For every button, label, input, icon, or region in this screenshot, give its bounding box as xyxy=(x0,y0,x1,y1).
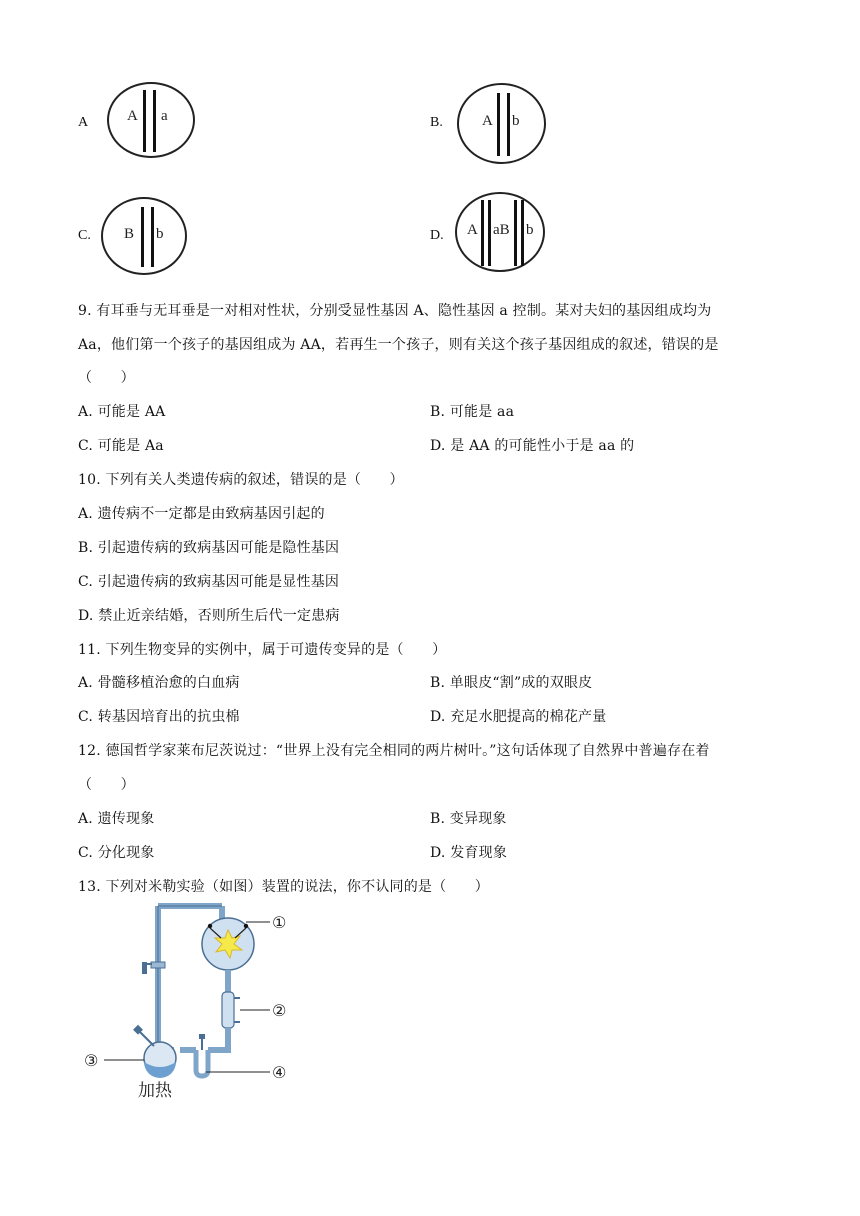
figure-option-d-label: D. xyxy=(430,228,444,243)
gene-label: aB xyxy=(493,222,510,238)
q9-option-b[interactable]: B. 可能是 aa xyxy=(430,404,515,420)
gene-label: A xyxy=(467,222,478,238)
q10-option-c[interactable]: C. 引起遗传病的致病基因可能是显性基因 xyxy=(78,574,340,590)
cell-diagram-c xyxy=(101,197,187,275)
q9-stem-line1: 9. 有耳垂与无耳垂是一对相对性状，分别受显性基因 A、隐性基因 a 控制。某对夫妇的基因组成均为 xyxy=(78,303,712,319)
miller-apparatus-diagram xyxy=(80,900,320,1100)
chromosome xyxy=(153,90,156,152)
q9-option-d[interactable]: D. 是 AA 的可能性小于是 aa 的 xyxy=(430,438,635,454)
marker-3: ③ xyxy=(84,1051,99,1070)
q9-stem-line2: Aa，他们第一个孩子的基因组成为 AA，若再生一个孩子，则有关这个孩子基因组成的叙述，错误的是 xyxy=(78,337,719,353)
gene-label: A xyxy=(482,113,493,129)
marker-1: ① xyxy=(272,913,287,932)
q10-stem: 10. 下列有关人类遗传病的叙述，错误的是（ ） xyxy=(78,472,404,488)
q11-option-a[interactable]: A. 骨髓移植治愈的白血病 xyxy=(78,675,240,691)
gene-label: a xyxy=(161,108,168,124)
chromosome xyxy=(514,200,517,266)
q12-stem-line2: （ ） xyxy=(78,777,135,793)
q11-option-b[interactable]: B. 单眼皮“割”成的双眼皮 xyxy=(430,675,593,691)
chromosome xyxy=(521,200,524,266)
q12-option-d[interactable]: D. 发育现象 xyxy=(430,845,508,861)
q11-option-c[interactable]: C. 转基因培育出的抗虫棉 xyxy=(78,709,240,725)
chromosome xyxy=(151,207,154,267)
marker-2: ② xyxy=(272,1001,287,1020)
cell-diagram-a xyxy=(107,82,195,158)
q9-option-a[interactable]: A. 可能是 AA xyxy=(78,404,166,420)
q12-option-a[interactable]: A. 遗传现象 xyxy=(78,811,155,827)
q13-stem: 13. 下列对米勒实验（如图）装置的说法，你不认同的是（ ） xyxy=(78,879,489,895)
chromosome xyxy=(143,90,146,152)
q10-option-a[interactable]: A. 遗传病不一定都是由致病基因引起的 xyxy=(78,506,325,522)
q9-option-c[interactable]: C. 可能是 Aa xyxy=(78,438,164,454)
figure-option-a-label: A xyxy=(78,115,89,130)
figure-option-b-label: B. xyxy=(430,115,443,130)
cell-diagram-d xyxy=(455,192,545,272)
gene-label: b xyxy=(512,113,520,129)
marker-4: ④ xyxy=(272,1063,287,1082)
condenser xyxy=(222,992,234,1028)
q9-stem-line3: （ ） xyxy=(78,370,135,386)
q11-stem: 11. 下列生物变异的实例中，属于可遗传变异的是（ ） xyxy=(78,642,447,658)
gene-label: B xyxy=(124,226,135,242)
chromosome xyxy=(507,93,510,156)
q10-option-d[interactable]: D. 禁止近亲结婚，否则所生后代一定患病 xyxy=(78,608,340,624)
figure-option-c-label: C. xyxy=(78,228,91,243)
q12-stem-line1: 12. 德国哲学家莱布尼茨说过：“世界上没有完全相同的两片树叶。”这句话体现了自然界中普遍存在着 xyxy=(78,743,710,759)
chromosome xyxy=(481,200,484,266)
q11-option-d[interactable]: D. 充足水肥提高的棉花产量 xyxy=(430,709,607,725)
gene-label: b xyxy=(156,226,164,242)
chromosome xyxy=(497,93,500,156)
chromosome xyxy=(488,200,491,266)
gene-label: b xyxy=(526,222,534,238)
gene-label: A xyxy=(127,108,138,124)
chromosome xyxy=(141,207,144,267)
cell-diagram-b xyxy=(457,83,546,164)
q12-option-b[interactable]: B. 变异现象 xyxy=(430,811,507,827)
q10-option-b[interactable]: B. 引起遗传病的致病基因可能是隐性基因 xyxy=(78,540,340,556)
stopcock xyxy=(151,962,165,968)
heat-label: 加热 xyxy=(138,1081,172,1100)
q12-option-c[interactable]: C. 分化现象 xyxy=(78,845,155,861)
